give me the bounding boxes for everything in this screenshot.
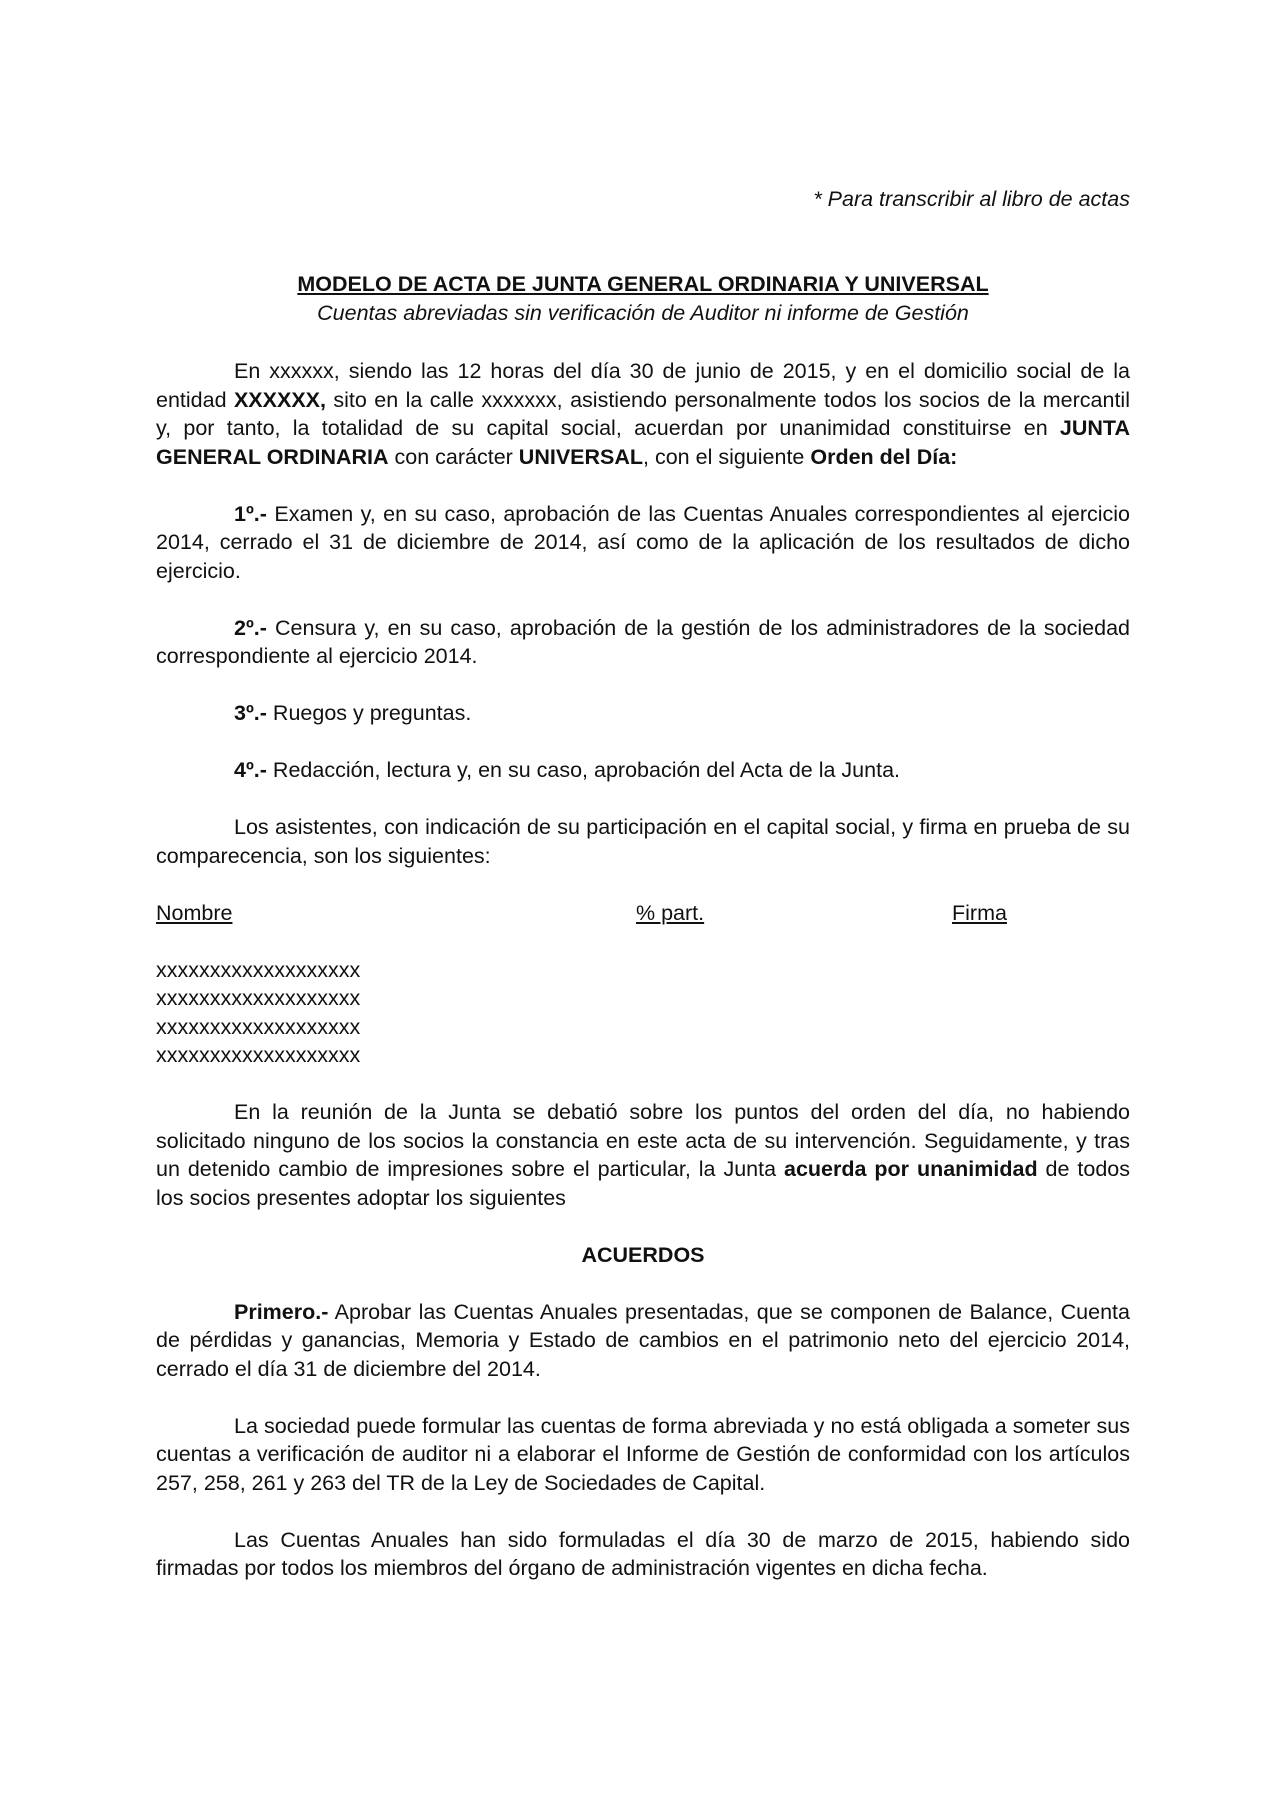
list-item: xxxxxxxxxxxxxxxxxxx [156, 1043, 361, 1067]
document-page [156, 0, 1130, 1811]
attendee-columns-header [156, 899, 1130, 928]
list-item: xxxxxxxxxxxxxxxxxxx [156, 1014, 361, 1039]
agenda-item-number: 1º.- [234, 501, 267, 526]
intro-text-4: , con el siguiente [643, 444, 811, 469]
orden-del-dia-label: Orden del Día: [810, 444, 958, 469]
list-item: xxxxxxxxxxxxxxxxxxx [156, 957, 361, 982]
intro-text-3: con carácter [388, 444, 519, 469]
document-body [156, 357, 1130, 1611]
agenda-item-text: Redacción, lectura y, en su caso, aprobación del Acta de la Junta. [266, 758, 900, 782]
debate-text-1: En la reunión de la Junta se debatió sobre los puntos del orden del día, no habiendo solicitado ninguno de los socios la constancia en este acta de su intervención. Seguidamente, y tras un detenido cambio de impresiones sobre el particular, la Junta [156, 1100, 1130, 1181]
agenda-item-text: Censura y, en su caso, aprobación de la gestión de los administradores de la sociedad correspondiente al ejercicio 2014. [156, 615, 1130, 668]
attendee-list [156, 956, 1130, 1070]
agenda-item-number: 2º.- [234, 615, 267, 640]
agenda-item-text: Ruegos y preguntas. [266, 701, 472, 725]
column-signature: Firma [952, 900, 1007, 925]
agenda-item-4 [156, 756, 1130, 785]
document-subtitle: Cuentas abreviadas sin verificación de Auditor ni informe de Gestión [317, 300, 969, 325]
title-block [156, 270, 1130, 327]
document-title: MODELO DE ACTA DE JUNTA GENERAL ORDINARIA Y UNIVERSAL [297, 272, 989, 296]
transcription-note: * Para transcribir al libro de actas [813, 187, 1130, 211]
intro-text-1: En xxxxxx, siendo las 12 horas del día 30 de junio de 2015, y en el domicilio social de la entidad [156, 359, 1130, 412]
abreviada-paragraph: La sociedad puede formular las cuentas de forma abreviada y no está obligada a someter sus cuentas a verificación de auditor ni a elaborar el Informe de Gestión de conformidad con los artículos 257, 258, 261 y 263 del TR de la Ley de Sociedades de Capital. [156, 1413, 1130, 1495]
formuladas-paragraph: Las Cuentas Anuales han sido formuladas el día 30 de marzo de 2015, habiendo sido firmadas por todos los miembros del órgano de administración vigentes en dicha fecha. [156, 1527, 1130, 1580]
acuerdos-heading: ACUERDOS [581, 1242, 705, 1267]
acuerdo-text: Aprobar las Cuentas Anuales presentadas, que se componen de Balance, Cuenta de pérdidas y ganancias, Memoria y Estado de cambios en el patrimonio neto del ejercicio 2014, cerrado el día 31 de diciembre del 2014. [156, 1299, 1130, 1381]
column-name: Nombre [156, 900, 233, 925]
debate-text-2: de todos los socios presentes adoptar los siguientes [156, 1157, 1130, 1210]
debate-bold: acuerda por unanimidad [783, 1157, 1038, 1181]
agenda-item-number: 4º.- [234, 758, 267, 782]
agenda-item-2 [156, 614, 1130, 671]
agenda-item-number: 3º.- [234, 701, 267, 725]
attendees-intro: Los asistentes, con indicación de su participación en el capital social, y firma en prueba de su comparecencia, son los siguientes: [156, 815, 1130, 868]
junta-type: JUNTA GENERAL ORDINARIA [156, 416, 1130, 469]
intro-paragraph [156, 357, 1130, 471]
agenda-item-1 [156, 500, 1130, 586]
list-item: xxxxxxxxxxxxxxxxxxx [156, 986, 361, 1010]
acuerdo-label: Primero.- [234, 1299, 329, 1324]
agenda-item-text: Examen y, en su caso, aprobación de las Cuentas Anuales correspondientes al ejercicio 2014, cerrado el 31 de diciembre de 2014, así como de la aplicación de los resultados de dicho ejercicio. [156, 501, 1130, 583]
universal-label: UNIVERSAL [518, 444, 644, 469]
column-participation: % part. [636, 900, 705, 925]
debate-paragraph [156, 1098, 1130, 1212]
agenda-item-3 [156, 699, 1130, 728]
acuerdo-primero [156, 1298, 1130, 1384]
intro-text-2: sito en la calle xxxxxxx, asistiendo personalmente todos los socios de la mercantil y, por tanto, la totalidad de su capital social, acuerdan por unanimidad constituirse en [156, 387, 1130, 440]
entity-name: XXXXXX, [233, 387, 326, 412]
